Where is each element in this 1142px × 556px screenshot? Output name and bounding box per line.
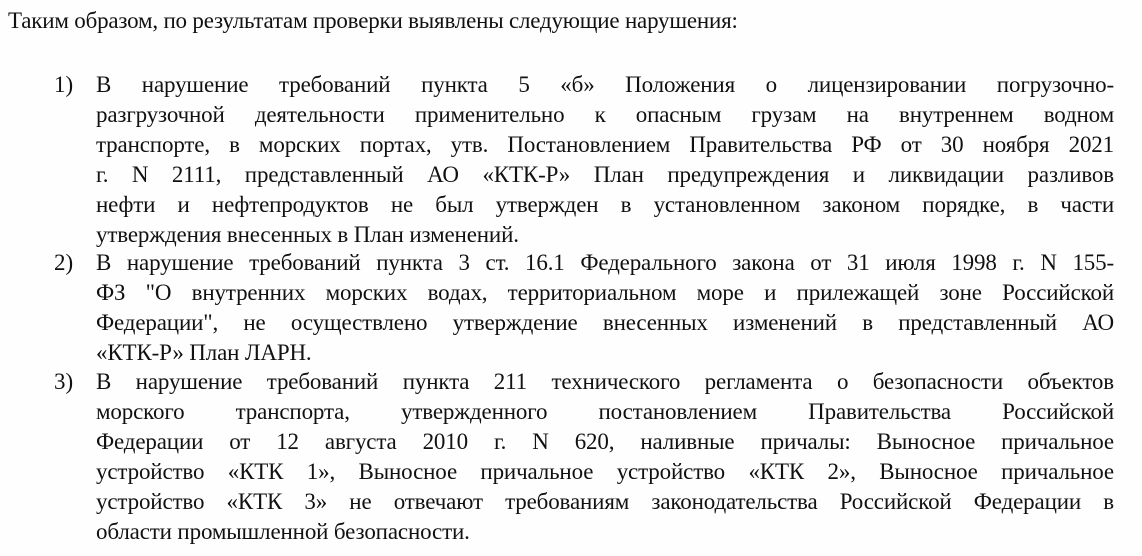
item-line: г. N 2111, представленный АО «КТК-Р» План предупреждения и ликвидации разливов <box>96 162 1114 187</box>
item-line: морского транспорта, утвержденного постановлением Правительства Российской <box>96 399 1114 424</box>
item-number: 3) <box>54 369 74 394</box>
item-line: устройство «КТК 1», Выносное причальное устройство «КТК 2», Выносное причальное <box>96 459 1114 484</box>
item-line: В нарушение требований пункта 211 технического регламента о безопасности объектов <box>96 369 1114 394</box>
intro-paragraph: Таким образом, по результатам проверки выявлены следующие нарушения: <box>8 8 738 33</box>
item-line: В нарушение требований пункта 3 ст. 16.1 Федерального закона от 31 июля 1998 г. N 155- <box>96 250 1114 275</box>
item-line: утверждения внесенных в План изменений. <box>96 222 519 247</box>
item-line: нефти и нефтепродуктов не был утвержден в установленном законом порядке, в части <box>96 192 1114 217</box>
item-number: 1) <box>54 72 74 97</box>
item-line: ФЗ "О внутренних морских водах, территориальном море и прилежащей зоне Российской <box>96 280 1114 305</box>
item-line: Федерации от 12 августа 2010 г. N 620, наливные причалы: Выносное причальное <box>96 429 1114 454</box>
violation-item-3 <box>54 367 1114 547</box>
item-line: «КТК-Р» План ЛАРН. <box>96 340 312 365</box>
violation-item-2 <box>54 248 1114 368</box>
item-line: разгрузочной деятельности применительно к опасным грузам на внутреннем водном <box>96 102 1114 127</box>
item-line: В нарушение требований пункта 5 «б» Положения о лицензировании погрузочно- <box>96 72 1114 97</box>
item-line: транспорте, в морских портах, утв. Постановлением Правительства РФ от 30 ноября 2021 <box>96 132 1114 157</box>
violation-item-1 <box>54 70 1114 250</box>
item-line: Федерации", не осуществлено утверждение внесенных изменений в представленный АО <box>96 310 1114 335</box>
item-line: области промышленной безопасности. <box>96 519 470 544</box>
item-line: устройство «КТК 3» не отвечают требованиям законодательства Российской Федерации в <box>96 489 1114 514</box>
item-number: 2) <box>54 250 74 275</box>
